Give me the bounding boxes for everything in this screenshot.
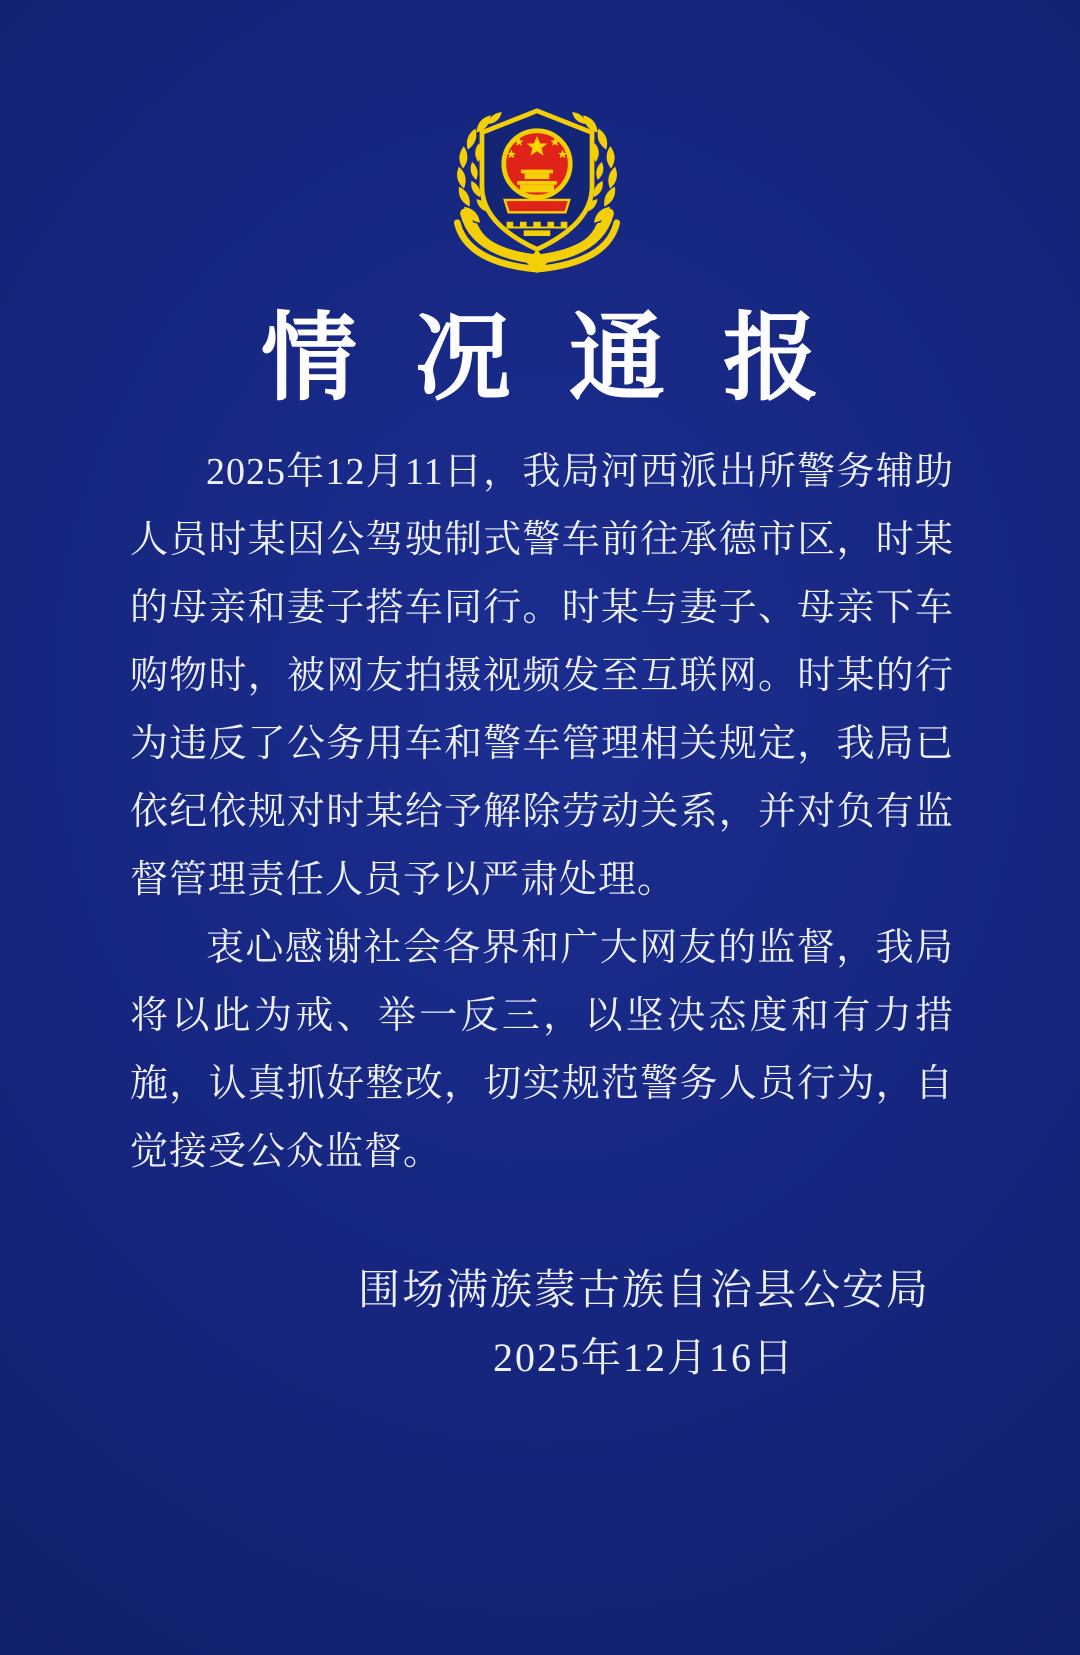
issuing-agency: 围场满族蒙古族自治县公安局 bbox=[357, 1268, 930, 1314]
notice-body bbox=[130, 438, 954, 1186]
body-line: 施，认真抓好整改，切实规范警务人员行为，自 bbox=[130, 1063, 954, 1105]
body-line: 的母亲和妻子搭车同行。时某与妻子、母亲下车 bbox=[130, 587, 954, 629]
body-line: 为违反了公务用车和警车管理相关规定，我局已 bbox=[130, 723, 954, 765]
body-line: 将以此为戒、举一反三，以坚决态度和有力措 bbox=[130, 995, 954, 1037]
body-line: 购物时，被网友拍摄视频发至互联网。时某的行 bbox=[130, 655, 954, 697]
police-badge-emblem bbox=[438, 88, 636, 274]
signature-block bbox=[104, 1256, 1080, 1390]
body-line: 2025年12月11日，我局河西派出所警务辅助 bbox=[206, 451, 954, 493]
body-line: 觉接受公众监督。 bbox=[130, 1131, 443, 1173]
police-badge-icon bbox=[438, 88, 636, 274]
notice-title: 情况通报 bbox=[261, 305, 877, 412]
body-line: 衷心感谢社会各界和广大网友的监督，我局 bbox=[206, 927, 954, 969]
body-line: 人员时某因公驾驶制式警车前往承德市区，时某 bbox=[130, 519, 954, 561]
issue-date: 2025年12月16日 bbox=[493, 1335, 795, 1380]
body-line: 依纪依规对时某给予解除劳动关系，并对负有监 bbox=[130, 791, 954, 833]
body-line: 督管理责任人员予以严肃处理。 bbox=[130, 859, 677, 901]
